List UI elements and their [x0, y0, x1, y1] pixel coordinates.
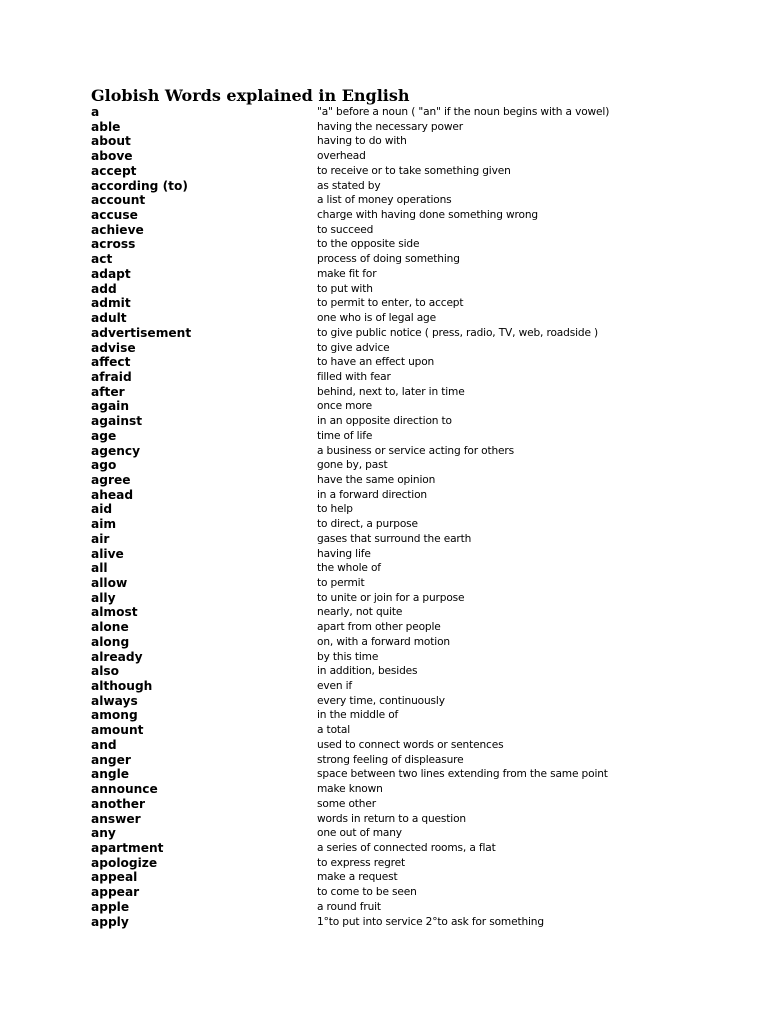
glossary-term: among — [91, 708, 138, 723]
glossary-term: agency — [91, 443, 141, 458]
glossary-term: adult — [91, 311, 127, 326]
glossary-definition: a list of money operations — [317, 194, 452, 207]
glossary-entry — [91, 591, 731, 606]
glossary-definition: overhead — [317, 150, 366, 163]
glossary-definition: a series of connected rooms, a flat — [317, 841, 496, 854]
glossary-entry — [91, 105, 731, 120]
glossary-definition: charge with having done something wrong — [317, 209, 538, 222]
glossary-definition: filled with fear — [317, 370, 391, 383]
glossary-term: and — [91, 737, 117, 752]
glossary-entry — [91, 679, 731, 694]
glossary-entry — [91, 149, 731, 164]
glossary-term: account — [91, 193, 146, 208]
glossary-term: achieve — [91, 222, 144, 237]
glossary-entry — [91, 134, 731, 149]
glossary-entry — [91, 341, 731, 356]
glossary-term: although — [91, 679, 153, 694]
glossary-entry — [91, 826, 731, 841]
glossary-term: a — [91, 105, 100, 119]
glossary-term: always — [91, 693, 138, 708]
glossary-entry — [91, 915, 731, 930]
glossary-entry — [91, 208, 731, 223]
glossary-entry — [91, 870, 731, 885]
glossary-definition: to express regret — [317, 856, 405, 869]
glossary-entry — [91, 694, 731, 709]
glossary-list — [91, 105, 731, 929]
glossary-entry — [91, 120, 731, 135]
glossary-definition: to come to be seen — [317, 886, 417, 899]
glossary-definition: every time, continuously — [317, 694, 445, 707]
glossary-term: about — [91, 134, 131, 149]
glossary-entry — [91, 738, 731, 753]
glossary-entry — [91, 532, 731, 547]
glossary-entry — [91, 164, 731, 179]
glossary-definition: to succeed — [317, 223, 374, 236]
glossary-term: adapt — [91, 266, 131, 281]
glossary-entry — [91, 355, 731, 370]
glossary-definition: strong feeling of displeasure — [317, 753, 464, 766]
glossary-definition: a business or service acting for others — [317, 444, 514, 457]
glossary-definition: a round fruit — [317, 900, 381, 913]
glossary-definition: to give public notice ( press, radio, TV, web, roadside ) — [317, 326, 599, 339]
glossary-term: across — [91, 237, 136, 252]
glossary-entry — [91, 561, 731, 576]
glossary-definition: one out of many — [317, 827, 402, 840]
glossary-definition: having the necessary power — [317, 120, 463, 133]
glossary-definition: once more — [317, 400, 372, 413]
glossary-entry — [91, 517, 731, 532]
glossary-term: admit — [91, 296, 131, 311]
glossary-entry — [91, 502, 731, 517]
glossary-term: all — [91, 561, 108, 576]
glossary-term: afraid — [91, 369, 132, 384]
glossary-term: any — [91, 826, 116, 841]
glossary-term: agree — [91, 472, 131, 487]
glossary-term: above — [91, 149, 133, 164]
glossary-term: anger — [91, 752, 131, 767]
glossary-term: already — [91, 649, 143, 664]
glossary-entry — [91, 399, 731, 414]
glossary-term: amount — [91, 723, 144, 738]
glossary-definition: gone by, past — [317, 459, 388, 472]
glossary-term: able — [91, 119, 121, 134]
glossary-term: according (to) — [91, 178, 188, 193]
glossary-definition: used to connect words or sentences — [317, 738, 504, 751]
glossary-entry — [91, 767, 731, 782]
glossary-term: advise — [91, 340, 136, 355]
glossary-definition: to permit to enter, to accept — [317, 297, 464, 310]
glossary-definition: gases that surround the earth — [317, 532, 472, 545]
glossary-entry — [91, 370, 731, 385]
glossary-entry — [91, 444, 731, 459]
glossary-definition: to the opposite side — [317, 238, 420, 251]
glossary-definition: to receive or to take something given — [317, 164, 511, 177]
glossary-term: also — [91, 664, 120, 679]
glossary-entry — [91, 473, 731, 488]
glossary-term: along — [91, 634, 130, 649]
glossary-definition: to help — [317, 503, 353, 516]
glossary-term: apartment — [91, 840, 164, 855]
glossary-definition: have the same opinion — [317, 473, 436, 486]
glossary-term: another — [91, 796, 146, 811]
glossary-entry — [91, 223, 731, 238]
glossary-definition: to have an effect upon — [317, 356, 435, 369]
glossary-term: announce — [91, 782, 158, 797]
glossary-term: affect — [91, 355, 131, 370]
glossary-term: accept — [91, 163, 137, 178]
glossary-term: apply — [91, 914, 129, 929]
glossary-entry — [91, 488, 731, 503]
glossary-definition: to give advice — [317, 341, 390, 354]
glossary-definition: even if — [317, 680, 353, 693]
glossary-definition: to unite or join for a purpose — [317, 591, 465, 604]
glossary-term: almost — [91, 605, 138, 620]
glossary-definition: on, with a forward motion — [317, 635, 450, 648]
glossary-term: alone — [91, 620, 129, 635]
glossary-entry — [91, 605, 731, 620]
glossary-entry — [91, 547, 731, 562]
glossary-entry — [91, 385, 731, 400]
glossary-entry — [91, 620, 731, 635]
glossary-term: allow — [91, 576, 128, 590]
glossary-entry — [91, 885, 731, 900]
glossary-definition: in the middle of — [317, 709, 399, 722]
glossary-term: appeal — [91, 870, 138, 885]
glossary-definition: behind, next to, later in time — [317, 385, 465, 398]
glossary-term: apple — [91, 899, 130, 914]
glossary-term: aim — [91, 517, 117, 532]
glossary-entry — [91, 179, 731, 194]
glossary-term: aid — [91, 502, 113, 517]
glossary-definition: to put with — [317, 282, 373, 295]
glossary-term: answer — [91, 811, 141, 826]
glossary-definition: as stated by — [317, 179, 381, 192]
glossary-definition: make a request — [317, 871, 398, 884]
glossary-term: ahead — [91, 487, 134, 502]
glossary-entry — [91, 841, 731, 856]
glossary-definition: to direct, a purpose — [317, 518, 418, 531]
glossary-definition: in a forward direction — [317, 488, 427, 501]
glossary-term: apologize — [91, 855, 158, 870]
glossary-definition: in addition, besides — [317, 665, 418, 678]
glossary-definition: some other — [317, 797, 376, 810]
glossary-definition: a total — [317, 724, 351, 737]
glossary-entry — [91, 237, 731, 252]
glossary-entry — [91, 753, 731, 768]
glossary-entry — [91, 326, 731, 341]
glossary-entry — [91, 296, 731, 311]
glossary-definition: having to do with — [317, 135, 407, 148]
glossary-definition: to permit — [317, 577, 365, 589]
glossary-definition: process of doing something — [317, 253, 460, 266]
glossary-entry — [91, 252, 731, 267]
glossary-term: ago — [91, 458, 117, 473]
glossary-definition: one who is of legal age — [317, 312, 436, 325]
glossary-entry — [91, 282, 731, 297]
glossary-definition: by this time — [317, 650, 379, 663]
glossary-term: air — [91, 531, 110, 546]
glossary-entry — [91, 650, 731, 665]
glossary-entry — [91, 576, 731, 591]
glossary-entry — [91, 458, 731, 473]
glossary-term: accuse — [91, 208, 138, 223]
glossary-entry — [91, 812, 731, 827]
glossary-definition: make fit for — [317, 267, 377, 280]
glossary-term: add — [91, 281, 117, 296]
glossary-definition: "a" before a noun ( "an" if the noun begins with a vowel) — [317, 106, 610, 118]
glossary-entry — [91, 635, 731, 650]
glossary-definition: nearly, not quite — [317, 606, 403, 619]
glossary-entry — [91, 900, 731, 915]
glossary-term: advertisement — [91, 325, 192, 340]
document-title: Globish Words explained in English — [91, 86, 410, 105]
glossary-entry — [91, 193, 731, 208]
glossary-term: age — [91, 428, 117, 443]
glossary-entry — [91, 856, 731, 871]
glossary-term: after — [91, 384, 125, 399]
glossary-entry — [91, 267, 731, 282]
glossary-entry — [91, 797, 731, 812]
glossary-definition: apart from other people — [317, 621, 441, 634]
glossary-definition: in an opposite direction to — [317, 415, 452, 428]
glossary-definition: having life — [317, 547, 371, 560]
glossary-entry — [91, 782, 731, 797]
glossary-entry — [91, 723, 731, 738]
glossary-definition: make known — [317, 783, 383, 796]
glossary-definition: 1°to put into service 2°to ask for something — [317, 915, 544, 928]
glossary-definition: the whole of — [317, 562, 381, 575]
glossary-term: act — [91, 252, 113, 267]
glossary-term: appear — [91, 885, 140, 900]
glossary-definition: words in return to a question — [317, 812, 466, 825]
glossary-definition: time of life — [317, 429, 373, 442]
glossary-term: alive — [91, 546, 124, 561]
glossary-term: ally — [91, 590, 116, 605]
glossary-entry — [91, 664, 731, 679]
glossary-term: angle — [91, 767, 130, 782]
glossary-entry — [91, 311, 731, 326]
glossary-term: against — [91, 414, 143, 429]
glossary-entry — [91, 708, 731, 723]
glossary-entry — [91, 429, 731, 444]
glossary-definition: space between two lines extending from the same point — [317, 768, 608, 781]
glossary-term: again — [91, 399, 130, 414]
glossary-entry — [91, 414, 731, 429]
